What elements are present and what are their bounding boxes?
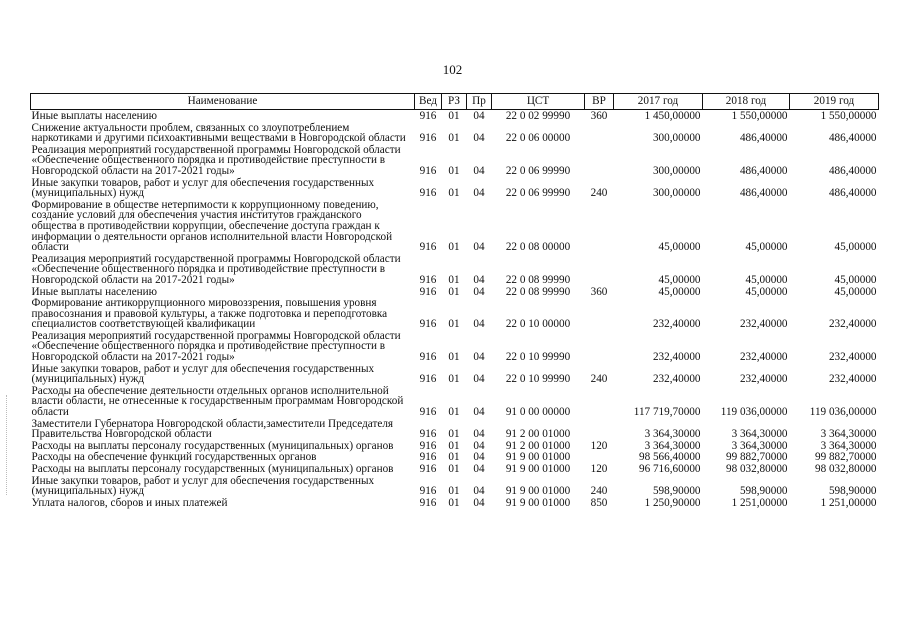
cell-pr: 04: [473, 485, 485, 498]
cell-cst: 22 0 10 99990: [505, 373, 571, 386]
cell-rz: 01: [448, 463, 460, 475]
cell-cst: 91 9 00 01000: [505, 463, 571, 475]
header-2019: 2019 год: [790, 94, 879, 110]
cell-name: Уплата налогов, сборов и иных платежей: [31, 496, 228, 509]
cell-rz: 01: [448, 164, 460, 177]
cell-ved: 916: [419, 485, 437, 498]
cell-name: Иные выплаты населению: [31, 110, 157, 122]
cell-2018: 486,40000: [739, 187, 788, 200]
cell-name: Расходы на выплаты персоналу государственных (муниципальных) органов: [31, 439, 394, 452]
cell-name: Иные закупки товаров, работ и услуг для обеспечения государственных (муниципальных) нужд: [31, 362, 375, 386]
cell-pr: 04: [473, 463, 485, 475]
cell-name: Реализация мероприятий государственной программы Новгородской области «Обеспечение общественного порядка и противодействие преступности в Новгородской области на 2017-2021 годы»: [31, 143, 401, 177]
cell-2019: 45,00000: [834, 285, 877, 298]
cell-vr: [585, 145, 614, 178]
cell-2019: 598,90000: [828, 485, 877, 498]
table-row: [31, 419, 879, 441]
cell-pr: 04: [473, 164, 485, 177]
table-row: [31, 145, 879, 178]
header-cst: ЦСТ: [492, 94, 585, 110]
cell-2017: 98 566,40000: [638, 451, 701, 464]
cell-rz: 01: [448, 496, 460, 509]
cell-pr: 04: [473, 428, 485, 441]
cell-2018: 598,90000: [739, 485, 788, 498]
cell-2019: 98 032,80000: [814, 463, 877, 475]
cell-ved: 916: [419, 451, 437, 464]
cell-2018: 45,00000: [745, 273, 788, 286]
cell-name: Иные закупки товаров, работ и услуг для обеспечения государственных (муниципальных) нужд: [31, 474, 375, 498]
cell-2019: 232,40000: [828, 373, 877, 386]
cell-rz: 01: [448, 318, 460, 331]
cell-vr: 360: [590, 110, 608, 122]
cell-ved: 916: [419, 428, 437, 441]
cell-ved: 916: [419, 463, 437, 475]
cell-name: Формирование в обществе нетерпимости к коррупционному поведению, создание условий для обеспечения участия институтов гражданского общества в противодействии коррупции, обеспечение доступа граждан к информации о деятельности органов исполнительной власти Новгородской области: [31, 198, 393, 254]
header-name: Наименование: [31, 94, 415, 110]
cell-name: Иные закупки товаров, работ и услуг для обеспечения государственных (муниципальных) нужд: [31, 176, 375, 200]
cell-ved: 916: [419, 496, 437, 509]
cell-2017: 117 719,70000: [633, 406, 701, 419]
cell-pr: 04: [473, 373, 485, 386]
cell-2019: 45,00000: [834, 241, 877, 254]
cell-cst: 22 0 08 99990: [505, 273, 571, 286]
cell-cst: 22 0 08 00000: [505, 241, 571, 254]
cell-2018: 98 032,80000: [725, 463, 788, 475]
cell-name: Иные выплаты населению: [31, 285, 157, 298]
cell-pr: 04: [473, 351, 485, 364]
cell-vr: [585, 254, 614, 287]
cell-pr: 04: [473, 241, 485, 254]
cell-pr: 04: [473, 110, 485, 122]
cell-pr: 04: [473, 285, 485, 298]
cell-2019: 3 364,30000: [820, 428, 877, 441]
cell-name: Реализация мероприятий государственной программы Новгородской области «Обеспечение общественного порядка и противодействие преступности в Новгородской области на 2017-2021 годы»: [31, 252, 401, 286]
cell-rz: 01: [448, 273, 460, 286]
table-header-row: [31, 94, 879, 110]
budget-table: [30, 93, 879, 509]
cell-2017: 300,00000: [652, 164, 701, 177]
cell-2018: 486,40000: [739, 132, 788, 145]
cell-2018: 232,40000: [739, 373, 788, 386]
cell-vr: 240: [590, 187, 608, 200]
cell-2019: 1 550,00000: [820, 110, 877, 122]
cell-2017: 1 250,90000: [644, 496, 701, 509]
cell-cst: 91 9 00 01000: [505, 496, 571, 509]
page-number: 102: [442, 62, 463, 77]
cell-2019: 486,40000: [828, 164, 877, 177]
cell-name: Расходы на обеспечение функций государственных органов: [31, 451, 317, 464]
cell-cst: 22 0 10 99990: [505, 351, 571, 364]
cell-2017: 45,00000: [658, 241, 701, 254]
table-row: [31, 298, 879, 331]
cell-cst: 91 0 00 00000: [505, 406, 571, 419]
cell-rz: 01: [448, 451, 460, 464]
cell-name: Заместители Губернатора Новгородской области,заместители Председателя Правительства Новгородской области: [31, 417, 394, 441]
cell-ved: 916: [419, 187, 437, 200]
cell-rz: 01: [448, 406, 460, 419]
cell-name: Формирование антикоррупционного мировоззрения, повышения уровня правосознания и правовой культуры, а также подготовка и переподготовка специалистов соответствующей квалификации: [31, 297, 388, 331]
cell-rz: 01: [448, 428, 460, 441]
cell-pr: 04: [473, 318, 485, 331]
cell-2019: 45,00000: [834, 273, 877, 286]
cell-pr: 04: [473, 496, 485, 509]
header-pr: Пр: [467, 94, 492, 110]
cell-2018: 232,40000: [739, 318, 788, 331]
cell-cst: 91 9 00 01000: [505, 485, 571, 498]
table-row: [31, 364, 879, 386]
cell-2017: 3 364,30000: [644, 428, 701, 441]
table-body: [31, 110, 879, 510]
table-row: [31, 498, 879, 510]
cell-cst: 91 2 00 01000: [505, 428, 571, 441]
cell-ved: 916: [419, 406, 437, 419]
cell-2019: 232,40000: [828, 318, 877, 331]
cell-2017: 300,00000: [652, 187, 701, 200]
header-2018: 2018 год: [703, 94, 790, 110]
cell-2017: 598,90000: [652, 485, 701, 498]
table-row: [31, 386, 879, 419]
cell-rz: 01: [448, 285, 460, 298]
header-2017: 2017 год: [614, 94, 703, 110]
cell-2019: 232,40000: [828, 351, 877, 364]
table-row: [31, 123, 879, 145]
cell-cst: 22 0 10 00000: [505, 318, 571, 331]
cell-2018: 1 251,00000: [731, 496, 788, 509]
cell-vr: [585, 419, 614, 441]
table-row: [31, 331, 879, 364]
cell-rz: 01: [448, 485, 460, 498]
cell-name: Расходы на обеспечение деятельности отдельных органов исполнительной власти области, не отнесенные к государственным программам Новгородской области: [31, 384, 404, 419]
cell-rz: 01: [448, 132, 460, 145]
cell-2018: 45,00000: [745, 285, 788, 298]
cell-rz: 01: [448, 241, 460, 254]
cell-ved: 916: [419, 110, 437, 122]
cell-ved: 916: [419, 373, 437, 386]
cell-2018: 486,40000: [739, 164, 788, 177]
table-row: [31, 464, 879, 476]
cell-pr: 04: [473, 406, 485, 419]
cell-ved: 916: [419, 318, 437, 331]
cell-2017: 45,00000: [658, 273, 701, 286]
cell-2017: 3 364,30000: [644, 439, 701, 452]
cell-cst: 91 2 00 01000: [505, 439, 571, 452]
cell-2019: 3 364,30000: [820, 439, 877, 452]
cell-vr: 120: [590, 463, 608, 475]
cell-2019: 119 036,00000: [809, 406, 877, 419]
table-row: [31, 254, 879, 287]
cell-name: Расходы на выплаты персоналу государственных (муниципальных) органов: [31, 463, 394, 475]
cell-vr: 850: [590, 496, 608, 509]
cell-cst: 22 0 02 99990: [505, 110, 571, 122]
cell-2018: 3 364,30000: [731, 428, 788, 441]
cell-2018: 232,40000: [739, 351, 788, 364]
cell-cst: 22 0 06 99990: [505, 164, 571, 177]
cell-vr: 120: [590, 439, 608, 452]
cell-2018: 45,00000: [745, 241, 788, 254]
cell-2017: 300,00000: [652, 132, 701, 145]
cell-pr: 04: [473, 273, 485, 286]
cell-2017: 232,40000: [652, 373, 701, 386]
cell-rz: 01: [448, 187, 460, 200]
cell-rz: 01: [448, 351, 460, 364]
header-rz: РЗ: [442, 94, 467, 110]
cell-rz: 01: [448, 110, 460, 122]
cell-pr: 04: [473, 451, 485, 464]
cell-2018: 3 364,30000: [731, 439, 788, 452]
cell-vr: 240: [590, 485, 608, 498]
table-row: [31, 178, 879, 200]
cell-vr: [585, 386, 614, 419]
table-row: [31, 200, 879, 254]
cell-pr: 04: [473, 132, 485, 145]
cell-rz: 01: [448, 439, 460, 452]
cell-2017: 45,00000: [658, 285, 701, 298]
cell-cst: 91 9 00 01000: [505, 451, 571, 464]
cell-2019: 486,40000: [828, 187, 877, 200]
cell-name: Реализация мероприятий государственной программы Новгородской области «Обеспечение общественного порядка и противодействие преступности в Новгородской области на 2017-2021 годы»: [31, 329, 401, 364]
cell-cst: 22 0 08 99990: [505, 285, 571, 298]
cell-ved: 916: [419, 164, 437, 177]
cell-2019: 486,40000: [828, 132, 877, 145]
cell-cst: 22 0 06 99990: [505, 187, 571, 200]
cell-cst: 22 0 06 00000: [505, 132, 571, 145]
cell-2019: 1 251,00000: [820, 496, 877, 509]
cell-ved: 916: [419, 439, 437, 452]
cell-ved: 916: [419, 273, 437, 286]
table-row: [31, 110, 879, 123]
cell-ved: 916: [419, 351, 437, 364]
cell-vr: [585, 123, 614, 145]
cell-vr: 360: [590, 285, 608, 298]
cell-rz: 01: [448, 373, 460, 386]
cell-vr: [585, 298, 614, 331]
cell-2017: 232,40000: [652, 351, 701, 364]
cell-2017: 232,40000: [652, 318, 701, 331]
cell-2017: 96 716,60000: [638, 463, 701, 475]
cell-ved: 916: [419, 132, 437, 145]
cell-name: Снижение актуальности проблем, связанных со злоупотреблением наркотиками и другими психоактивными веществами в Новгородской области: [31, 121, 406, 145]
cell-ved: 916: [419, 241, 437, 254]
cell-vr: [585, 331, 614, 364]
cell-2017: 1 450,00000: [644, 110, 701, 122]
cell-vr: [585, 200, 614, 254]
cell-2018: 119 036,00000: [720, 406, 788, 419]
header-ved: Вед: [415, 94, 442, 110]
cell-2019: 99 882,70000: [814, 451, 877, 464]
table-row: [31, 476, 879, 498]
cell-pr: 04: [473, 439, 485, 452]
cell-2018: 99 882,70000: [725, 451, 788, 464]
cell-ved: 916: [419, 285, 437, 298]
cell-vr: 240: [590, 373, 608, 386]
cell-pr: 04: [473, 187, 485, 200]
cell-2018: 1 550,00000: [731, 110, 788, 122]
scan-edge-marks: [6, 395, 9, 495]
header-vr: ВР: [585, 94, 614, 110]
